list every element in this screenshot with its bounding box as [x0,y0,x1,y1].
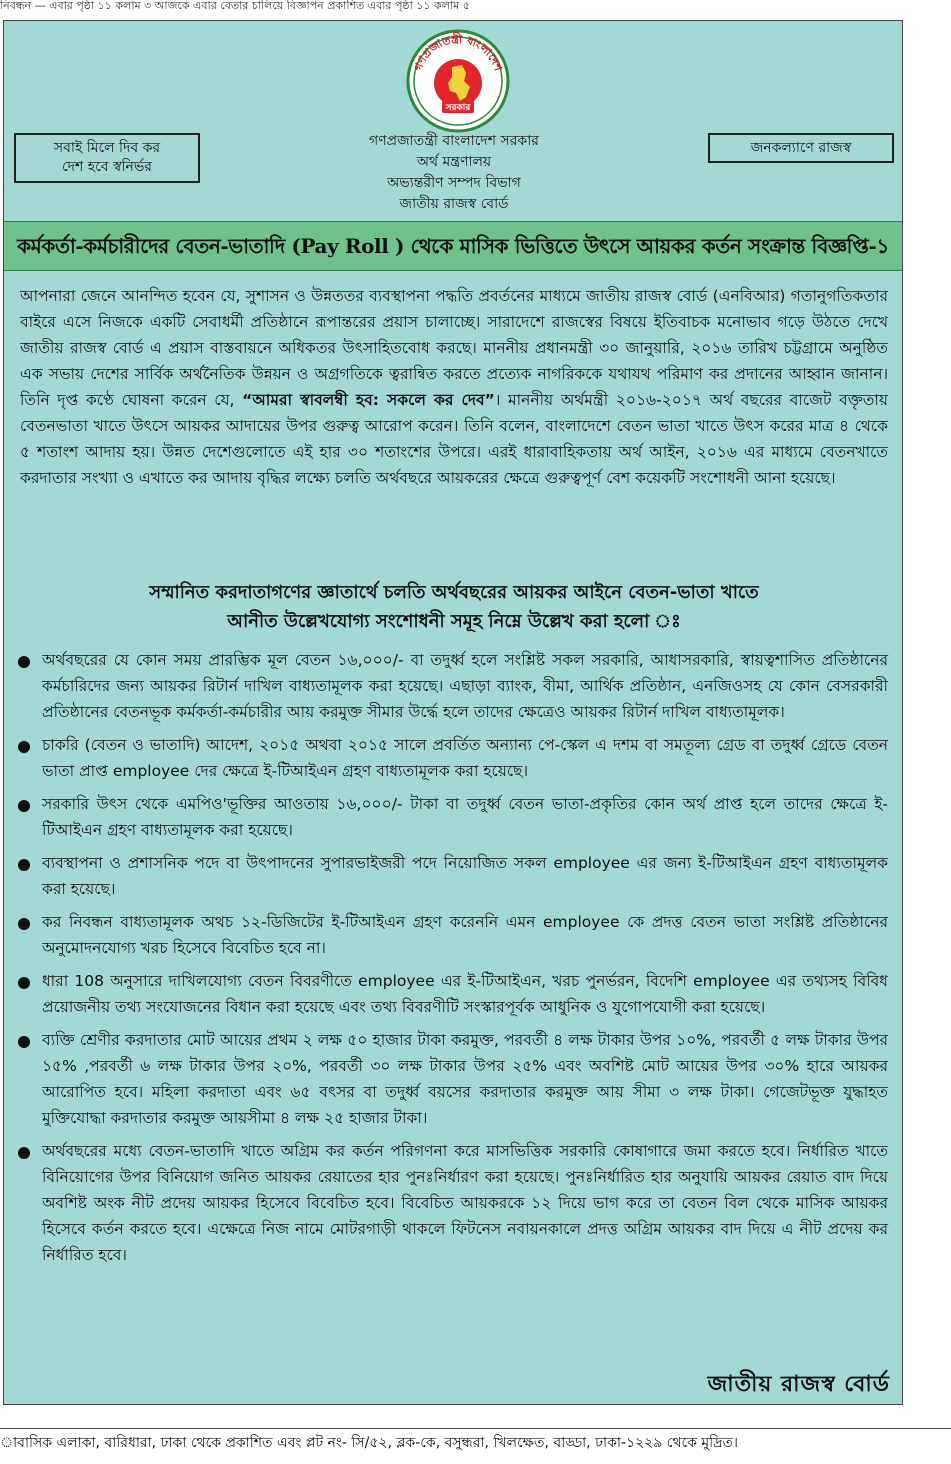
bullet-icon [18,918,30,930]
list-item-text: ব্যবস্থাপনা ও প্রশাসনিক পদে বা উৎপাদনের সুপারভাইজরী পদে নিয়োজিত সকল employee এর জন্য ই-টিআইএন গ্রহণ বাধ্যতামূলক করা হয়েছে। [42,854,888,898]
svg-text:গণপ্রজাতন্ত্রী বাংলাদেশ: গণপ্রজাতন্ত্রী বাংলাদেশ [411,32,505,73]
government-seal [406,29,510,133]
list-item [14,1027,888,1131]
bullet-icon [18,1036,30,1048]
slogan-left [14,133,200,183]
intro-part-1: আপনারা জেনে আনন্দিত হবেন যে, সুশাসন ও উন্নততর ব্যবস্থাপনা পদ্ধতি প্রবর্তনের মাধ্যমে জাতীয় রাজস্ব বোর্ড (এনবিআর) গতানুগতিকতার বাইরে এসে নিজকে একটি সেবাধর্মী প্রতিষ্ঠানে রূপান্তরের প্রয়াস চালাচ্ছে। সারাদেশে রাজস্বের বিষয়ে ইতিবাচক মনোভাব গড়ে উঠতে দেখে জাতীয় রাজস্ব বোর্ড এ প্রয়াস বাস্তবায়নে অধিকতর উৎসাহিতবোধ করছে। মাননীয় প্রধানমন্ত্রী ৩০ জানুয়ারি, ২০১৬ তারিখ চট্টগ্রামে অনুষ্ঠিত এক সভায় দেশের সার্বিক অর্থনৈতিক উন্নয়ন ও অগ্রগতিকে ত্বরান্বিত করতে প্রত্যেক নাগরিককে যথাযথ পরিমাণ কর প্রদানের আহ্বান জানান। তিনি দৃপ্ত কণ্ঠে ঘোষনা করেন যে, [20,287,888,409]
list-item-text: চাকরি (বেতন ও ভাতাদি) আদেশ, ২০১৫ অথবা ২০১৫ সালে প্রবর্তিত অন্যান্য পে-স্কেল এ দশম বা সমতূল্য গ্রেড বা তদুর্ধ্ব গ্রেডে বেতন ভাতা প্রাপ্ত employee দের ক্ষেত্রে ই-টিআইএন গ্রহণ বাধ্যতামূলক করা হয়েছে। [42,736,888,780]
bullet-icon [18,800,30,812]
signature: জাতীয় রাজস্ব বোর্ড [707,1372,890,1397]
notice-headline: কর্মকর্তা-কর্মচারীদের বেতন-ভাতাদি (Pay Roll ) থেকে মাসিক ভিত্তিতে উৎসে আয়কর কর্তন সংক্রান্ত বিজ্ঞপ্তি-১ [4,221,902,271]
gov-line-1: গণপ্রজাতন্ত্রী বাংলাদেশ সরকার [369,133,539,149]
intro-quote: “আমরা স্বাবলম্বী হব: সকলে কর দেব” [242,391,495,409]
gov-line-2: অর্থ মন্ত্রণালয় [416,154,492,170]
intro-paragraph [20,283,888,491]
government-heading [304,131,604,215]
bullet-icon [18,977,30,989]
list-item [14,909,888,961]
svg-text:সরকার: সরকার [445,103,471,113]
print-footer: াবাসিক এলাকা, বারিধারা, ঢাকা থেকে প্রকাশিত এবং প্লট নং- সি/৫২, ব্লক-কে, বসুন্ধরা, খিলক্ষেত, বাড্ডা, ঢাকা-১২২৯ থেকে মুদ্রিত। [0,1428,951,1457]
list-item [14,968,888,1020]
amendments-list [14,647,888,1275]
list-item [14,850,888,902]
gov-line-3: অভ্যন্তরীণ সম্পদ বিভাগ [387,175,521,191]
list-item-text: ব্যক্তি শ্রেণীর করদাতার মোট আয়ের প্রথম ২ লক্ষ ৫০ হাজার টাকা করমুক্ত, পরবর্তী ৪ লক্ষ টাকার উপর ১০%, পরবর্তী ৫ লক্ষ টাকার উপর ১৫% ,পরবর্তী ৬ লক্ষ টাকার উপর ২০%, পরবর্তী ৩০ লক্ষ টাকার উপর ২৫% এবং অবশিষ্ট মোট আয়ের উপর ৩০% হারে আয়কর আরোপিত হবে। মহিলা করদাতা এবং ৬৫ বৎসর বা তদুর্ধ্ব বয়সের করদাতার করমুক্ত আয় সীমা ৩ লক্ষ টাকা। গেজেটভূক্ত যুদ্ধাহত মুক্তিযোদ্ধা করদাতার করমুক্ত আয়সীমা ৪ লক্ষ ২৫ হাজার টাকা। [42,1031,888,1127]
top-strip: নিবন্ধন — এবার পৃষ্ঠা ১১ কলাম ৩ আজকে এবার বেতার চালিয়ে বিজ্ঞাপন প্রকাশিত এবার পৃষ্ঠা ১১ কলাম ৫ [0,0,470,12]
slogan-left-line1: সবাই মিলে দিব কর [53,140,161,156]
bullet-icon [18,656,30,668]
list-item [14,732,888,784]
notice-panel [3,20,903,1405]
list-item [14,647,888,725]
list-item [14,791,888,843]
list-item-text: সরকারি উৎস থেকে এমপিও'ভূক্তির আওতায় ১৬,০০০/- টাকা বা তদুর্ধ্ব বেতন ভাতা-প্রকৃতির কোন অর্থ প্রাপ্ত হলে তাদের ক্ষেত্রে ই-টিআইএন গ্রহণ বাধ্যতামূলক করা হয়েছে। [42,795,888,839]
bullet-icon [18,1147,30,1159]
list-item-text: কর নিবন্ধন বাধ্যতামূলক অথচ ১২-ডিজিটের ই-টিআইএন গ্রহণ করেননি এমন employee কে প্রদত্ত বেতন ভাতা সংশ্লিষ্ট প্রতিষ্ঠানের অনুমোদনযোগ্য খরচ হিসেবে বিবেচিত হবে না। [42,913,888,957]
bullet-icon [18,859,30,871]
seal-emblem [406,29,510,133]
list-item [14,1138,888,1268]
gov-line-4: জাতীয় রাজস্ব বোর্ড [399,196,509,212]
list-item-text: ধারা 108 অনুসারে দাখিলযোগ্য বেতন বিবরণীতে employee এর ই-টিআইএন, খরচ পুনর্ভরন, বিদেশি employee এর তথ্যসহ বিবিধ প্রয়োজনীয় তথ্য সংযোজনের বিধান করা হয়েছে এবং তথ্য বিবরণীটি সংস্কারপূর্বক আধুনিক ও যুগোপযোগী করা হয়েছে। [42,972,888,1016]
amendments-heading [34,578,874,636]
list-item-text: অর্থবছরের যে কোন সময় প্রারম্ভিক মূল বেতন ১৬,০০০/- বা তদুর্ধ্ব হলে সংশ্লিষ্ট সকল সরকারি, আধাসরকারি, স্বায়ত্বশাসিত প্রতিষ্ঠানের কর্মচারিদের জন্য আয়কর রিটার্ন দাখিল বাধ্যতামূলক করা হয়েছে। এছাড়া ব্যাংক, বীমা, আর্থিক প্রতিষ্ঠান, এনজিওসহ যে কোন বেসরকারী প্রতিষ্ঠানের বেতনভূক কর্মকর্তা-কর্মচারীর আয় করমুক্ত সীমার উর্দ্ধে হলে তাদের ক্ষেত্রেও আয়কর রিটার্ন দাখিল বাধ্যতামূলক। [42,651,888,721]
slogan-left-line2: দেশ হবে স্বনির্ভর [61,159,152,175]
list-item-text: অর্থবছরের মধ্যে বেতন-ভাতাদি খাতে অগ্রিম কর কর্তন পরিগণনা করে মাসভিত্তিক সরকারি কোষাগারে জমা করতে হবে। নির্ধারিত খাতে বিনিয়োগের উপর বিনিয়োগ জনিত আয়কর রেয়াতের হার পুনঃনির্ধারণ করা হয়েছে। পুনঃনির্ধারিত হার অনুযায়ি আয়কর রেয়াত বাদ দিয়ে অবশিষ্ট অংক নীট প্রদেয় আয়কর হিসেবে বিবেচিত হবে। বিবেচিত আয়করকে ১২ দিয়ে ভাগ করে তা বেতন বিল থেকে মাসিক আয়কর হিসেবে কর্তন করতে হবে। এক্ষেত্রে নিজ নামে মোটরগাড়ী থাকলে ফিটনেস নবায়নকালে প্রদত্ত অগ্রিম আয়কর বাদ দিয়ে এ নীট প্রদেয় কর নির্ধারিত হবে। [42,1142,888,1264]
amendments-heading-line1: সম্মানিত করদাতাগণের জ্ঞাতার্থে চলতি অর্থবছরের আয়কর আইনে বেতন-ভাতা খাতে [149,582,759,603]
amendments-heading-line2: আনীত উল্লেখযোগ্য সংশোধনী সমূহ নিম্নে উল্লেখ করা হলো ঃ [227,611,681,632]
bullet-icon [18,741,30,753]
slogan-right: জনকল্যাণে রাজস্ব [708,133,894,163]
intro-part-2: । মাননীয় অর্থমন্ত্রী ২০১৬-২০১৭ অর্থ বছরের বাজেট বক্তৃতায় বেতনভাতা খাতে উৎসে আয়কর আদায়ের উপর গুরুত্ব আরোপ করেন। তিনি বলেন, বাংলাদেশে বেতন ভাতা খাতে উৎস করের মাত্র ৪ থেকে ৫ শতাংশ আদায় হয়। উন্নত দেশেগুলোতে এই হার ৩০ শতাংশের উপরে। এরই ধারাবাহিকতায় অর্থ আইন, ২০১৬ এর মাধ্যমে বেতনখাতে করদাতার সংখ্যা ও এখাতে কর আদায় বৃদ্ধির লক্ষ্যে চলতি অর্থবছরে আয়করের ক্ষেত্রে গুরুত্বপূর্ণ বেশ কয়েকটি সংশোধনী আনা হয়েছে। [20,391,889,487]
